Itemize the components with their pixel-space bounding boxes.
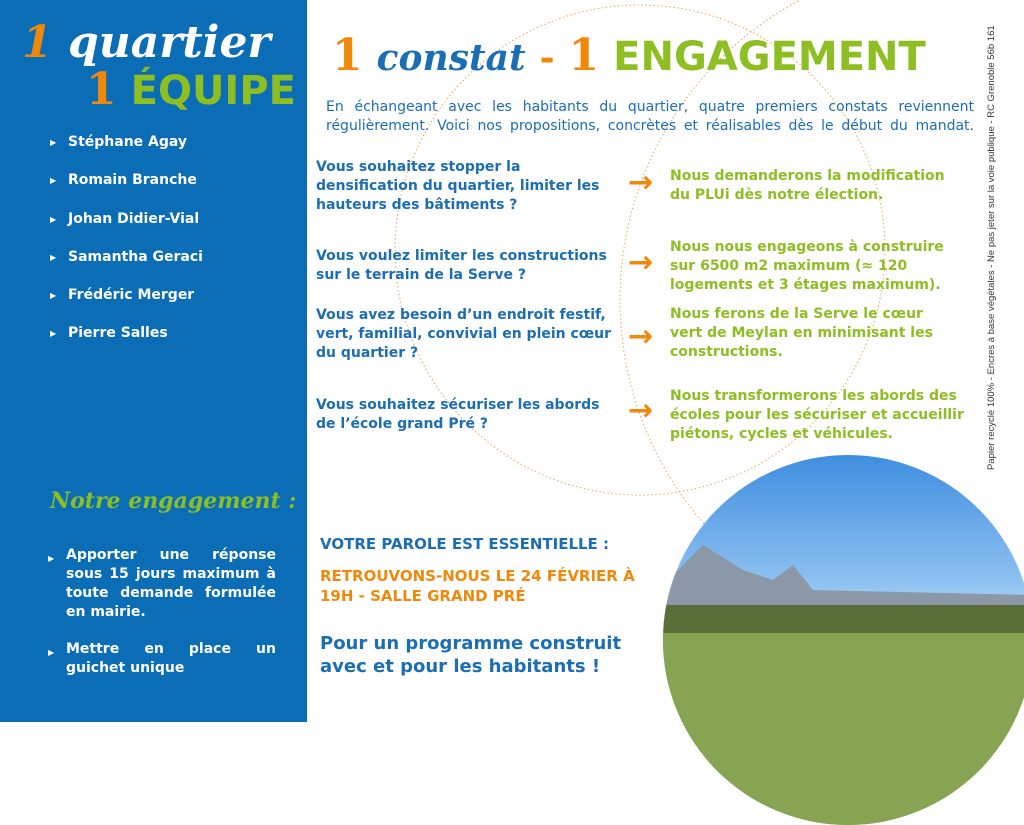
program-slogan: Pour un programme construit avec et pour les habitants ! <box>320 633 622 677</box>
answer-3: Nous ferons de la Serve le cœur vert de Meylan en minimisant les constructions. <box>670 306 933 360</box>
print-notice: Papier recyclé 100% - Encres à base végétales - Ne pas jeter sur la voie publique - RC Grenoble 56b 161 <box>986 25 997 470</box>
list-item: ▶ Mettre en place un guichet unique <box>48 641 276 676</box>
arrow-icon: → <box>628 165 654 200</box>
question-3: Vous avez besoin d’un endroit festif, vert, familial, convivial en plein cœur du quartier ? <box>316 307 612 361</box>
arrow-icon: → <box>628 319 654 354</box>
list-item: ▶ Stéphane Agay <box>50 134 188 150</box>
engagement-title: Notre engagement : <box>50 488 297 514</box>
bullet-icon: ▶ <box>50 329 57 339</box>
answer-1: Nous demanderons la modification du PLUi dès notre élection. <box>670 168 945 203</box>
sidebar-subtitle: 1 ÉQUIPE <box>86 64 296 115</box>
list-item: ▶ Johan Didier-Vial <box>50 210 200 227</box>
event-announcement: RETROUVONS-NOUS LE 24 FÉVRIER À 19H - SALLE GRAND PRÉ <box>320 567 635 605</box>
list-item: ▶ Samantha Geraci <box>50 248 203 265</box>
question-2: Vous voulez limiter les constructions sur le terrain de la Serve ? <box>316 248 607 283</box>
bullet-icon: ▶ <box>50 176 57 186</box>
page-title: 1 constat - 1 ENGAGEMENT <box>332 30 926 81</box>
sidebar-title: 1 quartier <box>22 17 271 68</box>
question-4: Vous souhaitez sécuriser les abords de l’école grand Pré ? <box>316 397 600 432</box>
answer-2: Nous nous engageons à construire sur 6500 m2 maximum (≈ 120 logements et 3 étages maximum). <box>670 239 944 293</box>
bullet-icon: ▶ <box>50 252 57 262</box>
arrow-icon: → <box>628 245 654 280</box>
list-item: ▶ Pierre Salles <box>50 325 168 342</box>
bullet-icon: ▶ <box>48 554 55 563</box>
list-item: ▶ Romain Branche <box>50 172 197 189</box>
mountain-illustration <box>663 455 1024 825</box>
bullet-icon: ▶ <box>50 138 57 147</box>
intro-text: En échangeant avec les habitants du quartier, quatre premiers constats reviennent régulièrement. Voici nos propositions, concrètes et réalisables dès le début du mandat. <box>326 99 974 134</box>
list-item: ▶ Apporter une réponse sous 15 jours maximum à toute demande formulée en mairie. <box>48 547 276 620</box>
question-1: Vous souhaitez stopper la densification du quartier, limiter les hauteurs des bâtiments ? <box>316 159 600 213</box>
answer-4: Nous transformerons les abords des écoles pour les sécuriser et accueillir piétons, cycles et véhicules. <box>670 388 964 442</box>
bullet-icon: ▶ <box>50 214 57 224</box>
bullet-icon: ▶ <box>48 648 55 657</box>
list-item: ▶ Frédéric Merger <box>50 287 195 304</box>
team-list <box>50 134 203 364</box>
arrow-icon: → <box>628 393 654 428</box>
cta-heading: VOTRE PAROLE EST ESSENTIELLE : <box>320 535 610 553</box>
landscape-photo <box>663 455 1024 825</box>
engagement-list <box>48 546 276 696</box>
bullet-icon: ▶ <box>50 291 57 301</box>
